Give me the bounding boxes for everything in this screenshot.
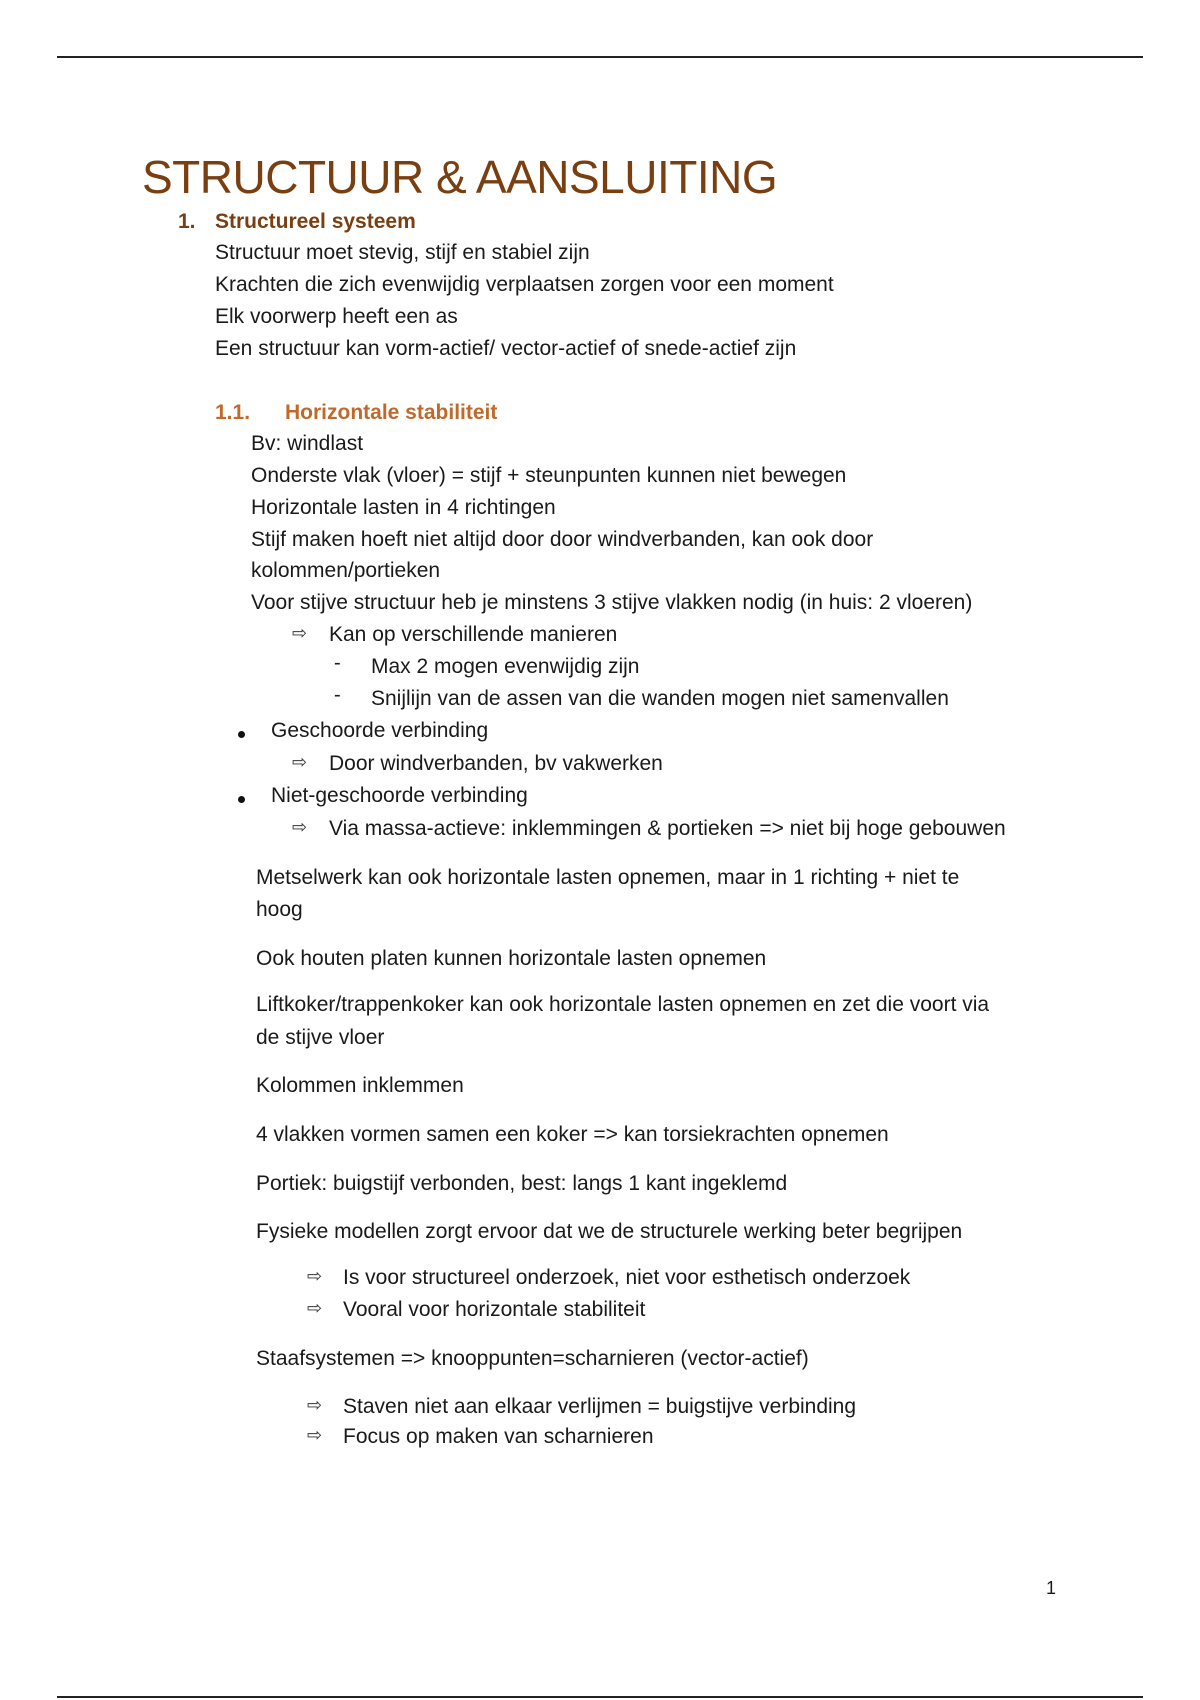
- paragraph-line: Kolommen inklemmen: [256, 1074, 464, 1097]
- paragraph-line: Liftkoker/trappenkoker kan ook horizontale lasten opnemen en zet die voort via: [256, 993, 990, 1016]
- arrow-right-icon: ⇨: [307, 1266, 323, 1286]
- body-line: Horizontale lasten in 4 richtingen: [251, 496, 556, 519]
- body-line: Structuur moet stevig, stijf en stabiel zijn: [215, 241, 590, 264]
- arrow-item: Staven niet aan elkaar verlijmen = buigstijve verbinding: [343, 1395, 857, 1418]
- arrow-item: Kan op verschillende manieren: [329, 623, 618, 646]
- body-line: Een structuur kan vorm-actief/ vector-actief of snede-actief zijn: [215, 337, 797, 360]
- bullet-icon: [238, 731, 245, 738]
- section-heading: [178, 210, 416, 234]
- bullet-item: Geschoorde verbinding: [271, 719, 489, 742]
- paragraph-line: Portiek: buigstijf verbonden, best: langs 1 kant ingeklemd: [256, 1172, 788, 1195]
- paragraph-line: Ook houten platen kunnen horizontale lasten opnemen: [256, 947, 767, 970]
- paragraph-line: Fysieke modellen zorgt ervoor dat we de structurele werking beter begrijpen: [256, 1220, 963, 1243]
- body-line: Elk voorwerp heeft een as: [215, 305, 458, 328]
- paragraph-line: Metselwerk kan ook horizontale lasten opnemen, maar in 1 richting + niet te: [256, 866, 960, 889]
- dash-item: Max 2 mogen evenwijdig zijn: [371, 655, 640, 678]
- arrow-right-icon: ⇨: [307, 1298, 323, 1318]
- arrow-item: Vooral voor horizontale stabiliteit: [343, 1298, 646, 1321]
- body-line: Bv: windlast: [251, 432, 364, 455]
- arrow-item: Door windverbanden, bv vakwerken: [329, 752, 663, 775]
- document-title: STRUCTUUR & AANSLUITING: [142, 151, 778, 203]
- dash-item: Snijlijn van de assen van die wanden mogen niet samenvallen: [371, 687, 949, 710]
- arrow-right-icon: ⇨: [292, 752, 308, 772]
- arrow-item: Via massa-actieve: inklemmingen & portieken => niet bij hoge gebouwen: [329, 817, 1006, 840]
- subsection-heading: [215, 401, 497, 425]
- page-number: 1: [1046, 1578, 1057, 1598]
- body-line: Krachten die zich evenwijdig verplaatsen zorgen voor een moment: [215, 273, 834, 296]
- paragraph-line: Staafsystemen => knooppunten=scharnieren (vector-actief): [256, 1347, 809, 1370]
- subsection-number: 1.1.: [215, 401, 251, 424]
- arrow-right-icon: ⇨: [292, 817, 308, 837]
- arrow-item: Focus op maken van scharnieren: [343, 1425, 654, 1448]
- bullet-icon: [238, 796, 245, 803]
- dash-marker: -: [334, 684, 341, 706]
- paragraph-line: hoog: [256, 898, 303, 921]
- body-line: kolommen/portieken: [251, 559, 441, 582]
- header-rule: [57, 56, 1143, 58]
- arrow-right-icon: ⇨: [307, 1425, 323, 1445]
- body-line: Stijf maken hoeft niet altijd door door windverbanden, kan ook door: [251, 528, 874, 551]
- subsection-title: Horizontale stabiliteit: [285, 401, 498, 424]
- body-line: Onderste vlak (vloer) = stijf + steunpunten kunnen niet bewegen: [251, 464, 847, 487]
- arrow-right-icon: ⇨: [292, 623, 308, 643]
- paragraph-line: 4 vlakken vormen samen een koker => kan torsiekrachten opnemen: [256, 1123, 889, 1146]
- section-title: Structureel systeem: [215, 210, 416, 233]
- body-line: Voor stijve structuur heb je minstens 3 stijve vlakken nodig (in huis: 2 vloeren): [251, 591, 973, 614]
- arrow-item: Is voor structureel onderzoek, niet voor esthetisch onderzoek: [343, 1266, 911, 1289]
- bullet-item: Niet-geschoorde verbinding: [271, 784, 528, 807]
- paragraph-line: de stijve vloer: [256, 1026, 385, 1049]
- footer-rule: [57, 1696, 1143, 1698]
- dash-marker: -: [334, 652, 341, 674]
- arrow-right-icon: ⇨: [307, 1395, 323, 1415]
- section-number: 1.: [178, 210, 196, 233]
